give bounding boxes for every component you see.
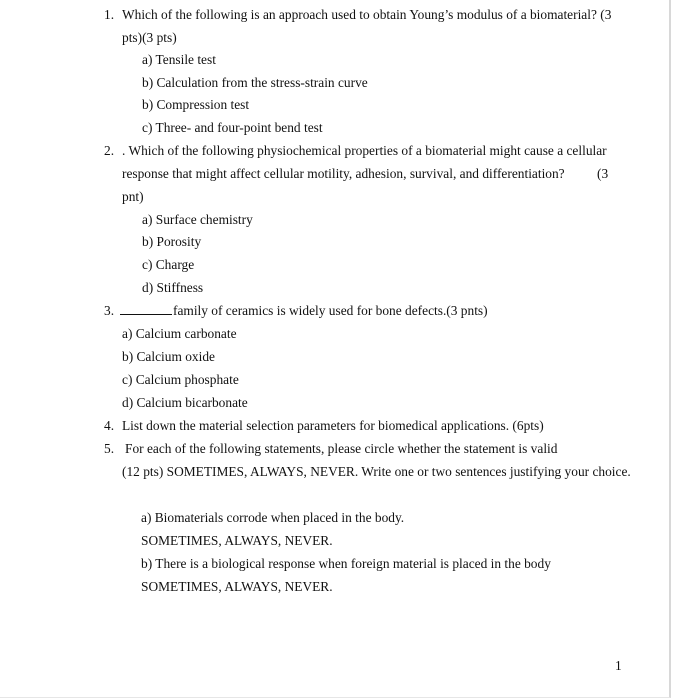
answer-option: d) Stiffness xyxy=(142,280,204,295)
question-text: Which of the following is an approach used to obtain Young’s modulus of a biomaterial? (3 xyxy=(122,7,612,22)
answer-option: b) Compression test xyxy=(142,97,250,112)
question-number: 1. xyxy=(104,7,115,22)
statement: a) Biomaterials corrode when placed in the body. xyxy=(141,510,405,525)
question-text-cont: pts)(3 pts) xyxy=(122,30,177,45)
question-text: . Which of the following physiochemical properties of a biomaterial might cause a cellular xyxy=(122,143,607,158)
question-text-body: family of ceramics is widely used for bone defects.(3 pnts) xyxy=(173,303,488,318)
fill-in-blank xyxy=(120,303,172,315)
answer-option: d) Calcium bicarbonate xyxy=(122,395,248,410)
question-text: List down the material selection parameters for biomedical applications. (6pts) xyxy=(122,418,544,433)
answer-option: b) Calcium oxide xyxy=(122,349,215,364)
question-text-cont: (12 pts) SOMETIMES, ALWAYS, NEVER. Write one or two sentences justifying your choice. xyxy=(122,464,631,479)
statement-choices: SOMETIMES, ALWAYS, NEVER. xyxy=(141,533,333,548)
answer-option: c) Charge xyxy=(142,257,195,272)
answer-option: a) Surface chemistry xyxy=(142,212,253,227)
statement: b) There is a biological response when foreign material is placed in the body xyxy=(141,556,551,571)
answer-option: a) Calcium carbonate xyxy=(122,326,237,341)
statement-choices: SOMETIMES, ALWAYS, NEVER. xyxy=(141,579,333,594)
page-number: 1 xyxy=(615,658,622,673)
question-number: 5. xyxy=(104,441,115,456)
question-number: 4. xyxy=(104,418,115,433)
answer-option: a) Tensile test xyxy=(142,52,216,67)
question-points: (3 xyxy=(597,166,609,181)
answer-option: b) Calculation from the stress-strain curve xyxy=(142,75,368,90)
answer-option: b) Porosity xyxy=(142,234,202,249)
question-number: 3. xyxy=(104,303,115,318)
question-number: 2. xyxy=(104,143,115,158)
answer-option: c) Calcium phosphate xyxy=(122,372,239,387)
question-text xyxy=(120,303,488,319)
answer-option: c) Three- and four-point bend test xyxy=(142,120,323,135)
question-text-cont: response that might affect cellular motility, adhesion, survival, and differentiation? xyxy=(122,166,565,181)
question-text: For each of the following statements, please circle whether the statement is valid xyxy=(125,441,558,456)
question-text-cont: pnt) xyxy=(122,189,144,204)
